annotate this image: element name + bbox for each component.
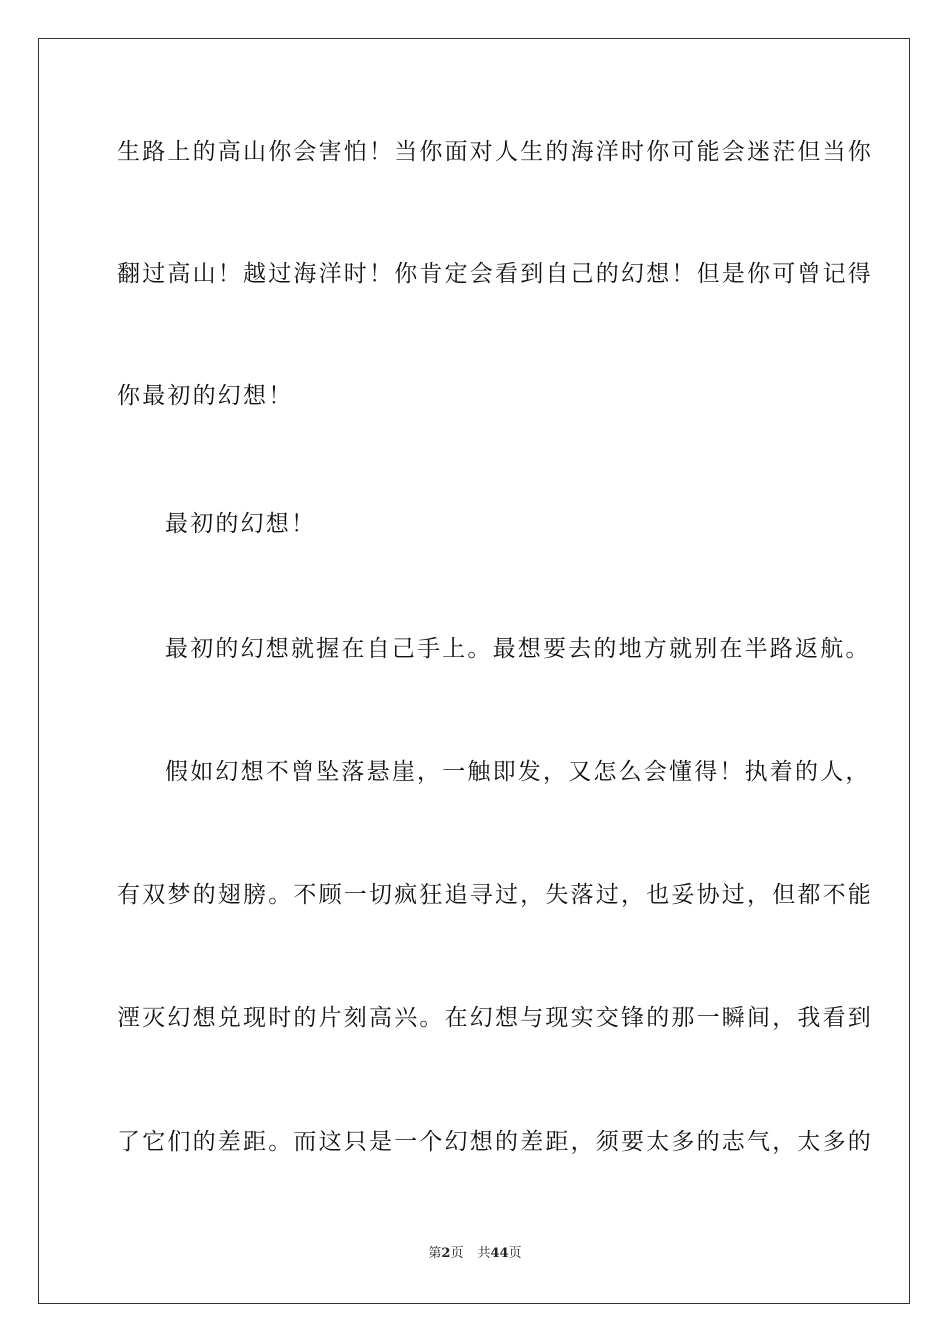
page-border [38, 38, 910, 1304]
text-line-3: 你最初的幻想！ [117, 383, 294, 409]
text-line-1: 生路上的高山你会害怕！当你面对人生的海洋时你可能会迷茫但当你 [117, 139, 873, 165]
page-footer [0, 1245, 950, 1263]
text-line-6: 假如幻想不曾坠落悬崖，一触即发，又怎么会懂得！执着的人， [165, 759, 871, 785]
total-suffix: 页 [508, 1246, 522, 1261]
page-prefix: 第 [428, 1246, 442, 1261]
text-line-7: 有双梦的翅膀。不顾一切疯狂追寻过，失落过，也妥协过，但都不能 [117, 882, 873, 908]
total-pages: 44 [490, 1246, 509, 1261]
text-line-2: 翻过高山！越过海洋时！你肯定会看到自己的幻想！但是你可曾记得 [117, 261, 873, 287]
page-number: 2 [441, 1246, 451, 1261]
text-line-8: 湮灭幻想兑现时的片刻高兴。在幻想与现实交锋的那一瞬间，我看到 [117, 1005, 873, 1031]
total-prefix: 共 [477, 1246, 491, 1261]
page-suffix: 页 [450, 1246, 464, 1261]
paragraph-heading: 最初的幻想！ [165, 511, 317, 537]
text-line-9: 了它们的差距。而这只是一个幻想的差距，须要太多的志气，太多的 [117, 1129, 873, 1155]
text-line-5: 最初的幻想就握在自己手上。最想要去的地方就别在半路返航。 [165, 636, 871, 662]
